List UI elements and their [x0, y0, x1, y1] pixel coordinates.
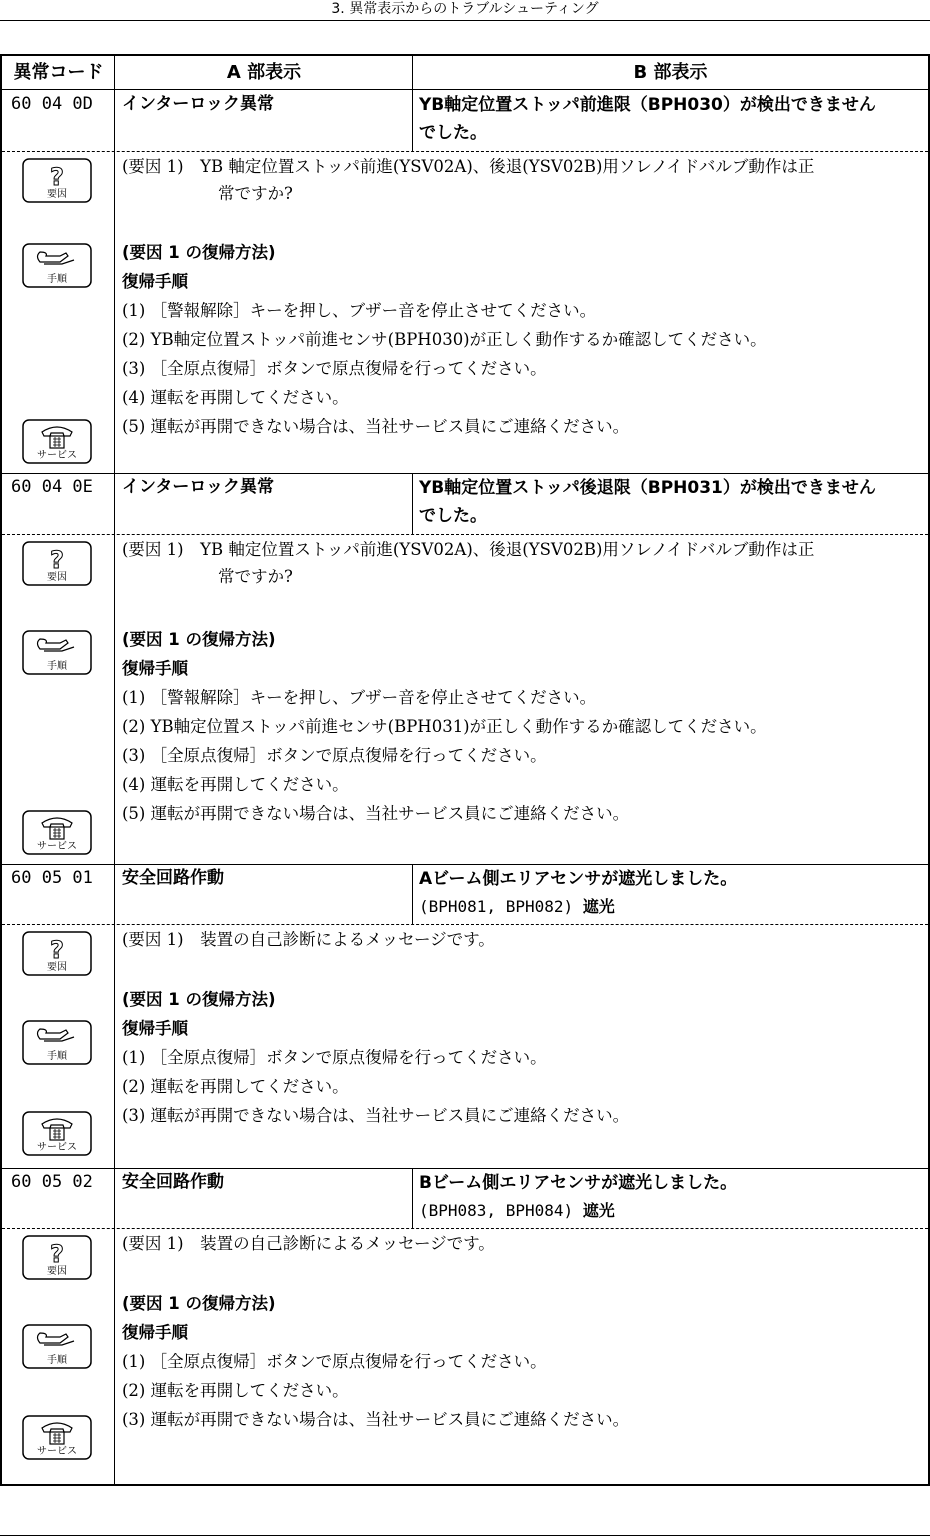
service-icon-label: サービス — [37, 450, 77, 461]
entry-head — [2, 864, 928, 925]
steps-title: 復帰手順 — [122, 1323, 188, 1342]
b-display — [419, 865, 927, 921]
cause-text: (要因 1) 装置の自己診断によるメッセージです。 — [122, 1234, 495, 1253]
step: (1) ［全原点復帰］ボタンで原点復帰を行ってください。 — [122, 1352, 547, 1371]
b-display-line: YB軸定位置ストッパ前進限（BPH030）が検出できません — [419, 95, 876, 115]
shading-text: 遮光 — [582, 1201, 615, 1220]
procedure-icon-label: 手順 — [47, 1355, 67, 1366]
service-icon — [22, 809, 92, 856]
error-entry — [2, 90, 928, 473]
cause-icon — [22, 157, 92, 204]
step: (5) 運転が再開できない場合は、当社サービス員にご連絡ください。 — [122, 804, 630, 823]
cause-icon-label: 要因 — [47, 189, 67, 200]
cause-icon-label: 要因 — [47, 1266, 67, 1277]
step: (4) 運転を再開してください。 — [122, 388, 349, 407]
service-icon-label: サービス — [37, 1446, 77, 1457]
entry-body — [122, 152, 928, 472]
recovery-title: (要因 1 の復帰方法) — [122, 243, 276, 262]
cause-text-cont: 常ですか? — [218, 567, 293, 586]
step: (3) 運転が再開できない場合は、当社サービス員にご連絡ください。 — [122, 1106, 630, 1125]
service-icon-label: サービス — [37, 841, 77, 852]
entry-head — [2, 473, 928, 535]
recovery-title: (要因 1 の復帰方法) — [122, 630, 276, 649]
step: (2) YB軸定位置ストッパ前進センサ(BPH031)が正しく動作するか確認してください。 — [122, 717, 767, 736]
step: (5) 運転が再開できない場合は、当社サービス員にご連絡ください。 — [122, 417, 630, 436]
a-display: インターロック異常 — [122, 477, 274, 497]
procedure-icon — [22, 629, 92, 676]
procedure-icon-label: 手順 — [47, 1051, 67, 1062]
b-display-line — [419, 1197, 927, 1225]
b-display-line: Bビーム側エリアセンサが遮光しました。 — [419, 1173, 738, 1193]
entry-body — [122, 925, 928, 1167]
service-icon — [22, 1414, 92, 1461]
error-entry — [2, 1168, 928, 1484]
entry-head — [2, 90, 928, 152]
sensor-codes: (BPH083, BPH084) — [419, 1201, 574, 1220]
b-display-line: Aビーム側エリアセンサが遮光しました。 — [419, 869, 738, 889]
b-display-line — [419, 893, 927, 921]
procedure-icon — [22, 242, 92, 289]
procedure-icon — [22, 1019, 92, 1066]
steps-title: 復帰手順 — [122, 1019, 188, 1038]
svg-text:?: ? — [50, 546, 64, 574]
b-display-line: でした。 — [419, 506, 487, 526]
cause-text-cont: 常ですか? — [218, 184, 293, 203]
svg-text:?: ? — [50, 163, 64, 191]
error-code: 60 05 01 — [11, 868, 93, 888]
service-icon — [22, 1110, 92, 1157]
cause-text: (要因 1) YB 軸定位置ストッパ前進(YSV02A)、後退(YSV02B)用ソレノイドバルブ動作は正 — [122, 157, 815, 176]
procedure-icon-label: 手順 — [47, 274, 67, 285]
procedure-icon-label: 手順 — [47, 661, 67, 672]
entry-head — [2, 1168, 928, 1229]
step: (2) YB軸定位置ストッパ前進センサ(BPH030)が正しく動作するか確認してください。 — [122, 330, 767, 349]
cause-text: (要因 1) YB 軸定位置ストッパ前進(YSV02A)、後退(YSV02B)用ソレノイドバルブ動作は正 — [122, 540, 815, 559]
error-entry — [2, 473, 928, 864]
cause-icon — [22, 930, 92, 977]
svg-text:?: ? — [50, 1240, 64, 1268]
shading-text: 遮光 — [582, 897, 615, 916]
cause-icon-label: 要因 — [47, 962, 67, 973]
cause-icon — [22, 540, 92, 587]
error-code: 60 04 0E — [11, 477, 93, 497]
step: (2) 運転を再開してください。 — [122, 1077, 349, 1096]
error-code: 60 04 0D — [11, 94, 93, 114]
a-display: インターロック異常 — [122, 94, 274, 114]
svg-text:?: ? — [50, 936, 64, 964]
entry-body — [122, 1229, 928, 1483]
error-entry — [2, 864, 928, 1168]
entry-body — [122, 535, 928, 863]
error-code: 60 05 02 — [11, 1172, 93, 1192]
sensor-codes: (BPH081, BPH082) — [419, 897, 574, 916]
procedure-icon — [22, 1323, 92, 1370]
cause-icon — [22, 1234, 92, 1281]
step: (3) ［全原点復帰］ボタンで原点復帰を行ってください。 — [122, 746, 547, 765]
b-display — [419, 1169, 927, 1225]
step: (1) ［警報解除］キーを押し、ブザー音を停止させてください。 — [122, 301, 597, 320]
recovery-title: (要因 1 の復帰方法) — [122, 1294, 276, 1313]
service-icon-label: サービス — [37, 1142, 77, 1153]
page-header — [0, 0, 930, 21]
step: (3) 運転が再開できない場合は、当社サービス員にご連絡ください。 — [122, 1410, 630, 1429]
page-title: 3. 異常表示からのトラブルシューティング — [331, 1, 599, 17]
step: (3) ［全原点復帰］ボタンで原点復帰を行ってください。 — [122, 359, 547, 378]
service-icon — [22, 418, 92, 465]
trouble-table — [0, 54, 930, 1486]
table-header — [2, 56, 928, 90]
step: (2) 運転を再開してください。 — [122, 1381, 349, 1400]
col-code-header: 異常コード — [13, 62, 104, 83]
a-display: 安全回路作動 — [122, 868, 224, 888]
steps-title: 復帰手順 — [122, 659, 188, 678]
a-display: 安全回路作動 — [122, 1172, 224, 1192]
b-display — [419, 91, 927, 147]
steps-title: 復帰手順 — [122, 272, 188, 291]
page-footer-rule — [0, 1535, 930, 1536]
col-a-header: A 部表示 — [226, 62, 302, 83]
recovery-title: (要因 1 の復帰方法) — [122, 990, 276, 1009]
cause-icon-label: 要因 — [47, 572, 67, 583]
step: (1) ［警報解除］キーを押し、ブザー音を停止させてください。 — [122, 688, 597, 707]
cause-text: (要因 1) 装置の自己診断によるメッセージです。 — [122, 930, 495, 949]
col-b-header: B 部表示 — [633, 62, 708, 83]
step: (1) ［全原点復帰］ボタンで原点復帰を行ってください。 — [122, 1048, 547, 1067]
b-display-line: YB軸定位置ストッパ後退限（BPH031）が検出できません — [419, 478, 876, 498]
b-display — [419, 474, 927, 530]
col-divider-ab-h — [412, 56, 413, 90]
step: (4) 運転を再開してください。 — [122, 775, 349, 794]
b-display-line: でした。 — [419, 123, 487, 143]
